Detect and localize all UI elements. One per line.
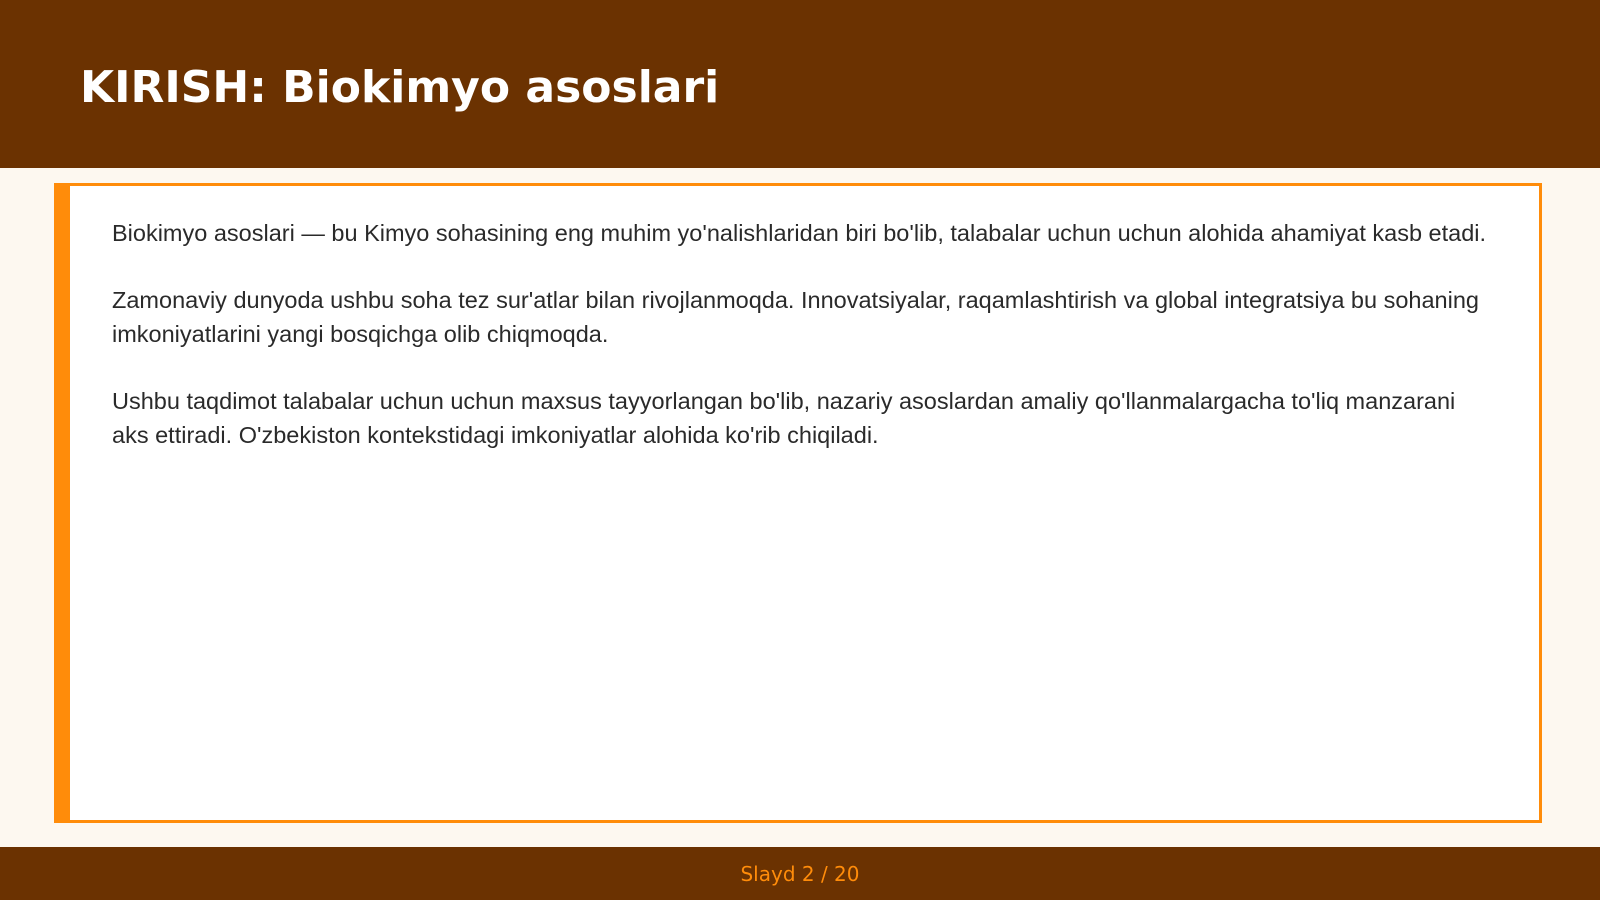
paragraph-intro: Biokimyo asoslari — bu Kimyo sohasining eng muhim yo'nalishlaridan biri bo'lib, talabalar uchun uchun alohida ahamiyat kasb etadi.: [112, 220, 1487, 246]
slide-body: [112, 216, 1492, 485]
paragraph-modern-world: Zamonaviy dunyoda ushbu soha tez sur'atlar bilan rivojlanmoqda. Innovatsiyalar, raqamlashtirish va global integratsiya bu sohaning imkoniyatlarini yangi bosqichga olib chiqmoqda.: [112, 287, 1479, 347]
slide-title: KIRISH: Biokimyo asoslari: [80, 62, 720, 113]
slide-number: Slayd 2 / 20: [740, 862, 860, 886]
content-card: [54, 183, 1542, 823]
slide-footer: [0, 847, 1600, 900]
paragraph-presentation-purpose: Ushbu taqdimot talabalar uchun uchun maxsus tayyorlangan bo'lib, nazariy asoslardan amaliy qo'llanmalargacha to'liq manzarani aks ettiradi. O'zbekiston kontekstidagi imkoniyatlar alohida ko'rib chiqiladi.: [112, 388, 1456, 448]
slide-header: [0, 0, 1600, 168]
